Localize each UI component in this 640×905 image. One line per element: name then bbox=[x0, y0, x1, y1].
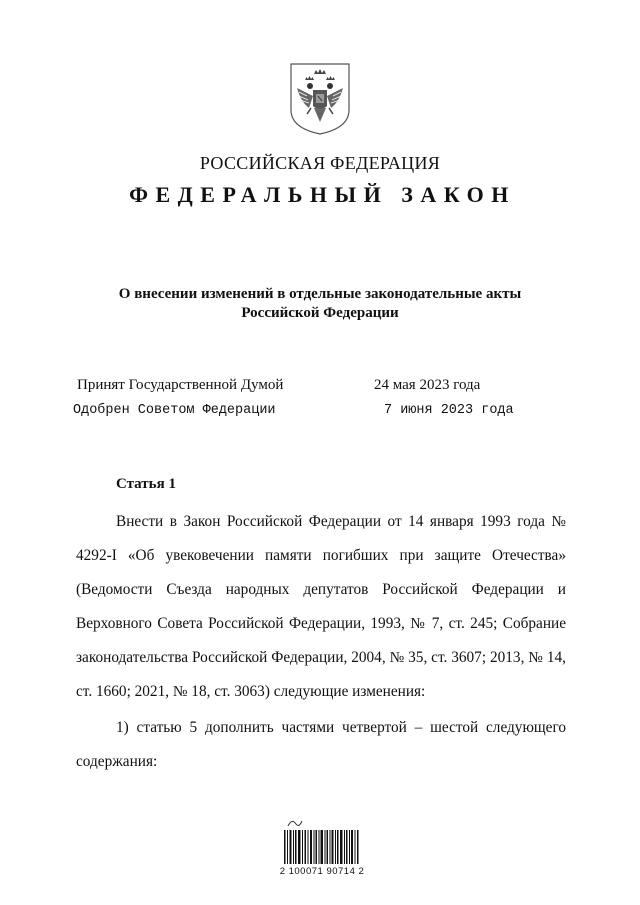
approved-label: Одобрен Советом Федерации bbox=[73, 403, 276, 418]
law-title bbox=[0, 285, 640, 323]
article-paragraph-1: Внести в Закон Российской Федерации от 14 января 1993 года № 4292-I «Об увековечении памяти погибших при защите Отечества» (Ведомости Съезда народных депутатов Российской Федерации и Верховного Совета Российской Федерации, 1993, № 7, ст. 245; Собрание законодательства Российской Федерации, 2004, № 35, ст. 3607; 2013, № 14, ст. 1660; 2021, № 18, ст. 3063) следующие изменения: bbox=[76, 513, 566, 700]
article-heading: Статья 1 bbox=[116, 476, 176, 492]
adopted-date: 24 мая 2023 года bbox=[374, 377, 481, 393]
law-title-line2: Российской Федерации bbox=[241, 305, 399, 321]
adopted-label: Принят Государственной Думой bbox=[77, 377, 284, 393]
law-title-line1: О внесении изменений в отдельные законодательные акты bbox=[118, 286, 522, 302]
coat-of-arms-icon bbox=[287, 62, 353, 136]
country-name: РОССИЙСКАЯ ФЕДЕРАЦИЯ bbox=[199, 153, 441, 173]
barcode-number: 2 100071 90714 2 bbox=[279, 866, 365, 877]
document-type: ФЕДЕРАЛЬНЫЙ ЗАКОН bbox=[129, 182, 516, 207]
article-paragraph-2: 1) статью 5 дополнить частями четвертой – шестой следующего содержания: bbox=[76, 719, 566, 770]
approved-date: 7 июня 2023 года bbox=[384, 403, 514, 418]
